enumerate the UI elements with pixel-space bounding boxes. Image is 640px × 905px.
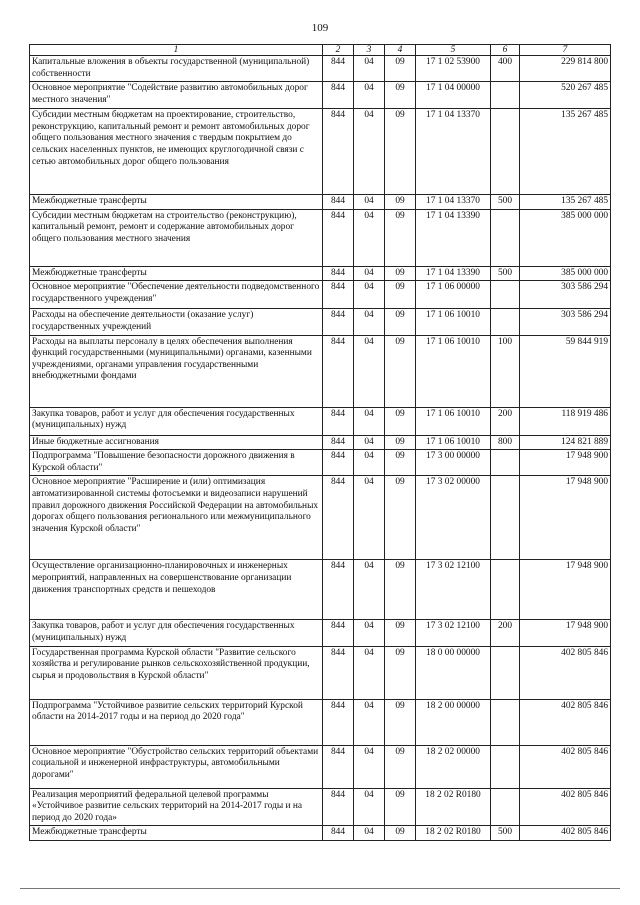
row-name: Закупка товаров, работ и услуг для обеспечения государственных (муниципальных) нужд xyxy=(30,407,323,435)
column-header: 2 xyxy=(323,45,354,56)
row-code-admin: 844 xyxy=(323,788,354,826)
table-row xyxy=(30,788,611,826)
table-row xyxy=(30,281,611,309)
row-code-section: 04 xyxy=(354,699,385,745)
table-row xyxy=(30,109,611,195)
row-name: Межбюджетные трансферты xyxy=(30,826,323,841)
row-code-subsection: 09 xyxy=(385,335,416,407)
row-code-expense-type xyxy=(491,309,520,335)
row-code-target: 18 0 00 00000 xyxy=(416,646,491,699)
table-row xyxy=(30,309,611,335)
row-code-subsection: 09 xyxy=(385,407,416,435)
column-header: 5 xyxy=(416,45,491,56)
row-code-target: 17 1 04 13370 xyxy=(416,195,491,210)
row-code-admin: 844 xyxy=(323,266,354,281)
table-row xyxy=(30,646,611,699)
row-code-section: 04 xyxy=(354,620,385,646)
row-code-admin: 844 xyxy=(323,195,354,210)
row-code-subsection: 09 xyxy=(385,195,416,210)
row-amount: 402 805 846 xyxy=(520,646,611,699)
row-amount: 17 948 900 xyxy=(520,620,611,646)
row-name: Расходы на выплаты персоналу в целях обеспечения выполнения функций государственными (муниципальными) органами, казенными учреждениями, органами управления государственными внебюджетными фондами xyxy=(30,335,323,407)
row-amount: 59 844 919 xyxy=(520,335,611,407)
column-header: 3 xyxy=(354,45,385,56)
row-code-target: 17 1 06 00000 xyxy=(416,281,491,309)
row-code-expense-type: 400 xyxy=(491,56,520,82)
row-code-subsection: 09 xyxy=(385,788,416,826)
table-row xyxy=(30,699,611,745)
row-code-target: 17 3 02 12100 xyxy=(416,560,491,620)
row-amount: 303 586 294 xyxy=(520,309,611,335)
row-name: Осуществление организационно-планировочных и инженерных мероприятий, направленных на совершенствование организации движения транспортных средств и пешеходов xyxy=(30,560,323,620)
table-row xyxy=(30,56,611,82)
row-code-subsection: 09 xyxy=(385,109,416,195)
row-code-expense-type: 800 xyxy=(491,435,520,450)
row-amount: 402 805 846 xyxy=(520,745,611,788)
row-name: Государственная программа Курской области "Развитие сельского хозяйства и регулирование рынков сельскохозяйственной продукции, сырья и продовольствия в Курской области" xyxy=(30,646,323,699)
row-name: Основное мероприятие "Содействие развитию автомобильных дорог местного значения" xyxy=(30,82,323,109)
row-amount: 118 919 486 xyxy=(520,407,611,435)
row-name: Подпрограмма "Повышение безопасности дорожного движения в Курской области" xyxy=(30,450,323,476)
row-code-subsection: 09 xyxy=(385,745,416,788)
row-code-expense-type xyxy=(491,82,520,109)
row-code-subsection: 09 xyxy=(385,826,416,841)
row-code-admin: 844 xyxy=(323,407,354,435)
row-amount: 402 805 846 xyxy=(520,788,611,826)
row-code-section: 04 xyxy=(354,560,385,620)
row-amount: 135 267 485 xyxy=(520,195,611,210)
row-code-target: 17 1 06 10010 xyxy=(416,309,491,335)
row-code-section: 04 xyxy=(354,435,385,450)
row-code-admin: 844 xyxy=(323,745,354,788)
row-amount: 124 821 889 xyxy=(520,435,611,450)
row-code-section: 04 xyxy=(354,195,385,210)
row-code-admin: 844 xyxy=(323,646,354,699)
row-code-expense-type xyxy=(491,699,520,745)
row-code-expense-type xyxy=(491,476,520,560)
row-code-subsection: 09 xyxy=(385,435,416,450)
row-code-admin: 844 xyxy=(323,699,354,745)
row-amount: 17 948 900 xyxy=(520,560,611,620)
row-code-section: 04 xyxy=(354,209,385,266)
row-code-section: 04 xyxy=(354,476,385,560)
row-code-admin: 844 xyxy=(323,82,354,109)
row-code-section: 04 xyxy=(354,450,385,476)
page-number: 109 xyxy=(311,22,329,34)
row-name: Межбюджетные трансферты xyxy=(30,195,323,210)
table-row xyxy=(30,560,611,620)
row-code-target: 17 1 04 13370 xyxy=(416,109,491,195)
row-name: Подпрограмма "Устойчивое развитие сельских территорий Курской области на 2014-2017 годы и на период до 2020 года" xyxy=(30,699,323,745)
row-name: Закупка товаров, работ и услуг для обеспечения государственных (муниципальных) нужд xyxy=(30,620,323,646)
row-code-target: 17 1 04 13390 xyxy=(416,209,491,266)
row-code-target: 18 2 02 R0180 xyxy=(416,826,491,841)
table-row xyxy=(30,266,611,281)
row-name: Реализация мероприятий федеральной целевой программы «Устойчивое развитие сельских территорий на 2014-2017 годы и на период до 2020 года» xyxy=(30,788,323,826)
row-code-subsection: 09 xyxy=(385,450,416,476)
column-header: 7 xyxy=(520,45,611,56)
row-code-admin: 844 xyxy=(323,335,354,407)
row-code-expense-type: 200 xyxy=(491,407,520,435)
row-name: Межбюджетные трансферты xyxy=(30,266,323,281)
row-code-admin: 844 xyxy=(323,450,354,476)
row-code-expense-type xyxy=(491,450,520,476)
row-name: Субсидии местным бюджетам на строительство (реконструкцию), капитальный ремонт, ремонт и содержание автомобильных дорог общего пользования местного значения xyxy=(30,209,323,266)
row-code-expense-type: 100 xyxy=(491,335,520,407)
row-name: Иные бюджетные ассигнования xyxy=(30,435,323,450)
row-code-subsection: 09 xyxy=(385,309,416,335)
row-code-subsection: 09 xyxy=(385,646,416,699)
table-row xyxy=(30,745,611,788)
row-code-target: 17 1 06 10010 xyxy=(416,335,491,407)
column-header: 6 xyxy=(491,45,520,56)
row-code-section: 04 xyxy=(354,82,385,109)
row-code-expense-type xyxy=(491,788,520,826)
row-name: Основное мероприятие "Обеспечение деятельности подведомственного государственного учреждения" xyxy=(30,281,323,309)
table-row xyxy=(30,450,611,476)
row-name: Капитальные вложения в объекты государственной (муниципальной) собственности xyxy=(30,56,323,82)
budget-table xyxy=(29,44,611,841)
row-code-subsection: 09 xyxy=(385,266,416,281)
table-row xyxy=(30,620,611,646)
table-row xyxy=(30,195,611,210)
row-code-expense-type: 200 xyxy=(491,620,520,646)
row-amount: 385 000 000 xyxy=(520,209,611,266)
row-code-expense-type: 500 xyxy=(491,826,520,841)
row-code-admin: 844 xyxy=(323,476,354,560)
row-code-subsection: 09 xyxy=(385,476,416,560)
row-code-subsection: 09 xyxy=(385,560,416,620)
row-code-target: 17 3 02 00000 xyxy=(416,476,491,560)
row-name: Основное мероприятие "Обустройство сельских территорий объектами социальной и инженерной инфраструктуры, автомобильными дорогами" xyxy=(30,745,323,788)
row-code-expense-type xyxy=(491,646,520,699)
row-amount: 229 814 800 xyxy=(520,56,611,82)
row-code-admin: 844 xyxy=(323,309,354,335)
row-code-admin: 844 xyxy=(323,56,354,82)
row-code-expense-type: 500 xyxy=(491,266,520,281)
row-code-section: 04 xyxy=(354,788,385,826)
row-code-admin: 844 xyxy=(323,209,354,266)
row-code-subsection: 09 xyxy=(385,281,416,309)
row-code-target: 18 2 02 00000 xyxy=(416,745,491,788)
table-row xyxy=(30,82,611,109)
row-code-target: 17 1 06 10010 xyxy=(416,407,491,435)
row-code-section: 04 xyxy=(354,109,385,195)
table-row xyxy=(30,407,611,435)
row-amount: 17 948 900 xyxy=(520,476,611,560)
row-code-admin: 844 xyxy=(323,435,354,450)
row-code-subsection: 09 xyxy=(385,82,416,109)
row-code-expense-type xyxy=(491,109,520,195)
row-code-target: 17 1 06 10010 xyxy=(416,435,491,450)
row-code-expense-type xyxy=(491,209,520,266)
row-code-expense-type xyxy=(491,281,520,309)
row-name: Основное мероприятие "Расширение и (или) оптимизация автоматизированной системы фотосъемки и видеозаписи нарушений правил дорожного движения Российской Федерации на автомобильных дорогах общего пользования регионального или межмуниципального значения Курской области" xyxy=(30,476,323,560)
row-amount: 402 805 846 xyxy=(520,699,611,745)
row-code-target: 17 3 02 12100 xyxy=(416,620,491,646)
row-code-expense-type xyxy=(491,560,520,620)
row-amount: 17 948 900 xyxy=(520,450,611,476)
row-code-section: 04 xyxy=(354,266,385,281)
column-header: 1 xyxy=(30,45,323,56)
row-code-admin: 844 xyxy=(323,281,354,309)
row-code-target: 18 2 00 00000 xyxy=(416,699,491,745)
row-code-section: 04 xyxy=(354,335,385,407)
row-code-expense-type: 500 xyxy=(491,195,520,210)
row-code-subsection: 09 xyxy=(385,620,416,646)
table-row xyxy=(30,435,611,450)
row-code-section: 04 xyxy=(354,407,385,435)
table-row xyxy=(30,209,611,266)
row-code-target: 17 1 04 13390 xyxy=(416,266,491,281)
row-code-target: 18 2 02 R0180 xyxy=(416,788,491,826)
row-code-section: 04 xyxy=(354,281,385,309)
column-header: 4 xyxy=(385,45,416,56)
row-amount: 385 000 000 xyxy=(520,266,611,281)
row-code-section: 04 xyxy=(354,56,385,82)
row-code-admin: 844 xyxy=(323,109,354,195)
row-code-target: 17 3 00 00000 xyxy=(416,450,491,476)
row-amount: 520 267 485 xyxy=(520,82,611,109)
table-row xyxy=(30,826,611,841)
row-code-subsection: 09 xyxy=(385,699,416,745)
table-row xyxy=(30,476,611,560)
table-body xyxy=(30,56,611,841)
row-code-admin: 844 xyxy=(323,826,354,841)
row-code-expense-type xyxy=(491,745,520,788)
row-code-target: 17 1 02 53900 xyxy=(416,56,491,82)
row-amount: 303 586 294 xyxy=(520,281,611,309)
row-name: Расходы на обеспечение деятельности (оказание услуг) государственных учреждений xyxy=(30,309,323,335)
row-amount: 135 267 485 xyxy=(520,109,611,195)
row-code-section: 04 xyxy=(354,826,385,841)
row-code-admin: 844 xyxy=(323,560,354,620)
column-header-row xyxy=(30,45,611,56)
row-amount: 402 805 846 xyxy=(520,826,611,841)
page-bottom-divider xyxy=(20,888,620,889)
row-code-section: 04 xyxy=(354,745,385,788)
row-code-subsection: 09 xyxy=(385,209,416,266)
row-code-section: 04 xyxy=(354,309,385,335)
row-code-subsection: 09 xyxy=(385,56,416,82)
row-code-target: 17 1 04 00000 xyxy=(416,82,491,109)
row-name: Субсидии местным бюджетам на проектирование, строительство, реконструкцию, капитальный ремонт и ремонт автомобильных дорог общего пользования местного значения с твердым покрытием до сельских населенных пунктов, не имеющих круглогодичной связи с сетью автомобильных дорог общего пользования xyxy=(30,109,323,195)
row-code-section: 04 xyxy=(354,646,385,699)
row-code-admin: 844 xyxy=(323,620,354,646)
table-row xyxy=(30,335,611,407)
